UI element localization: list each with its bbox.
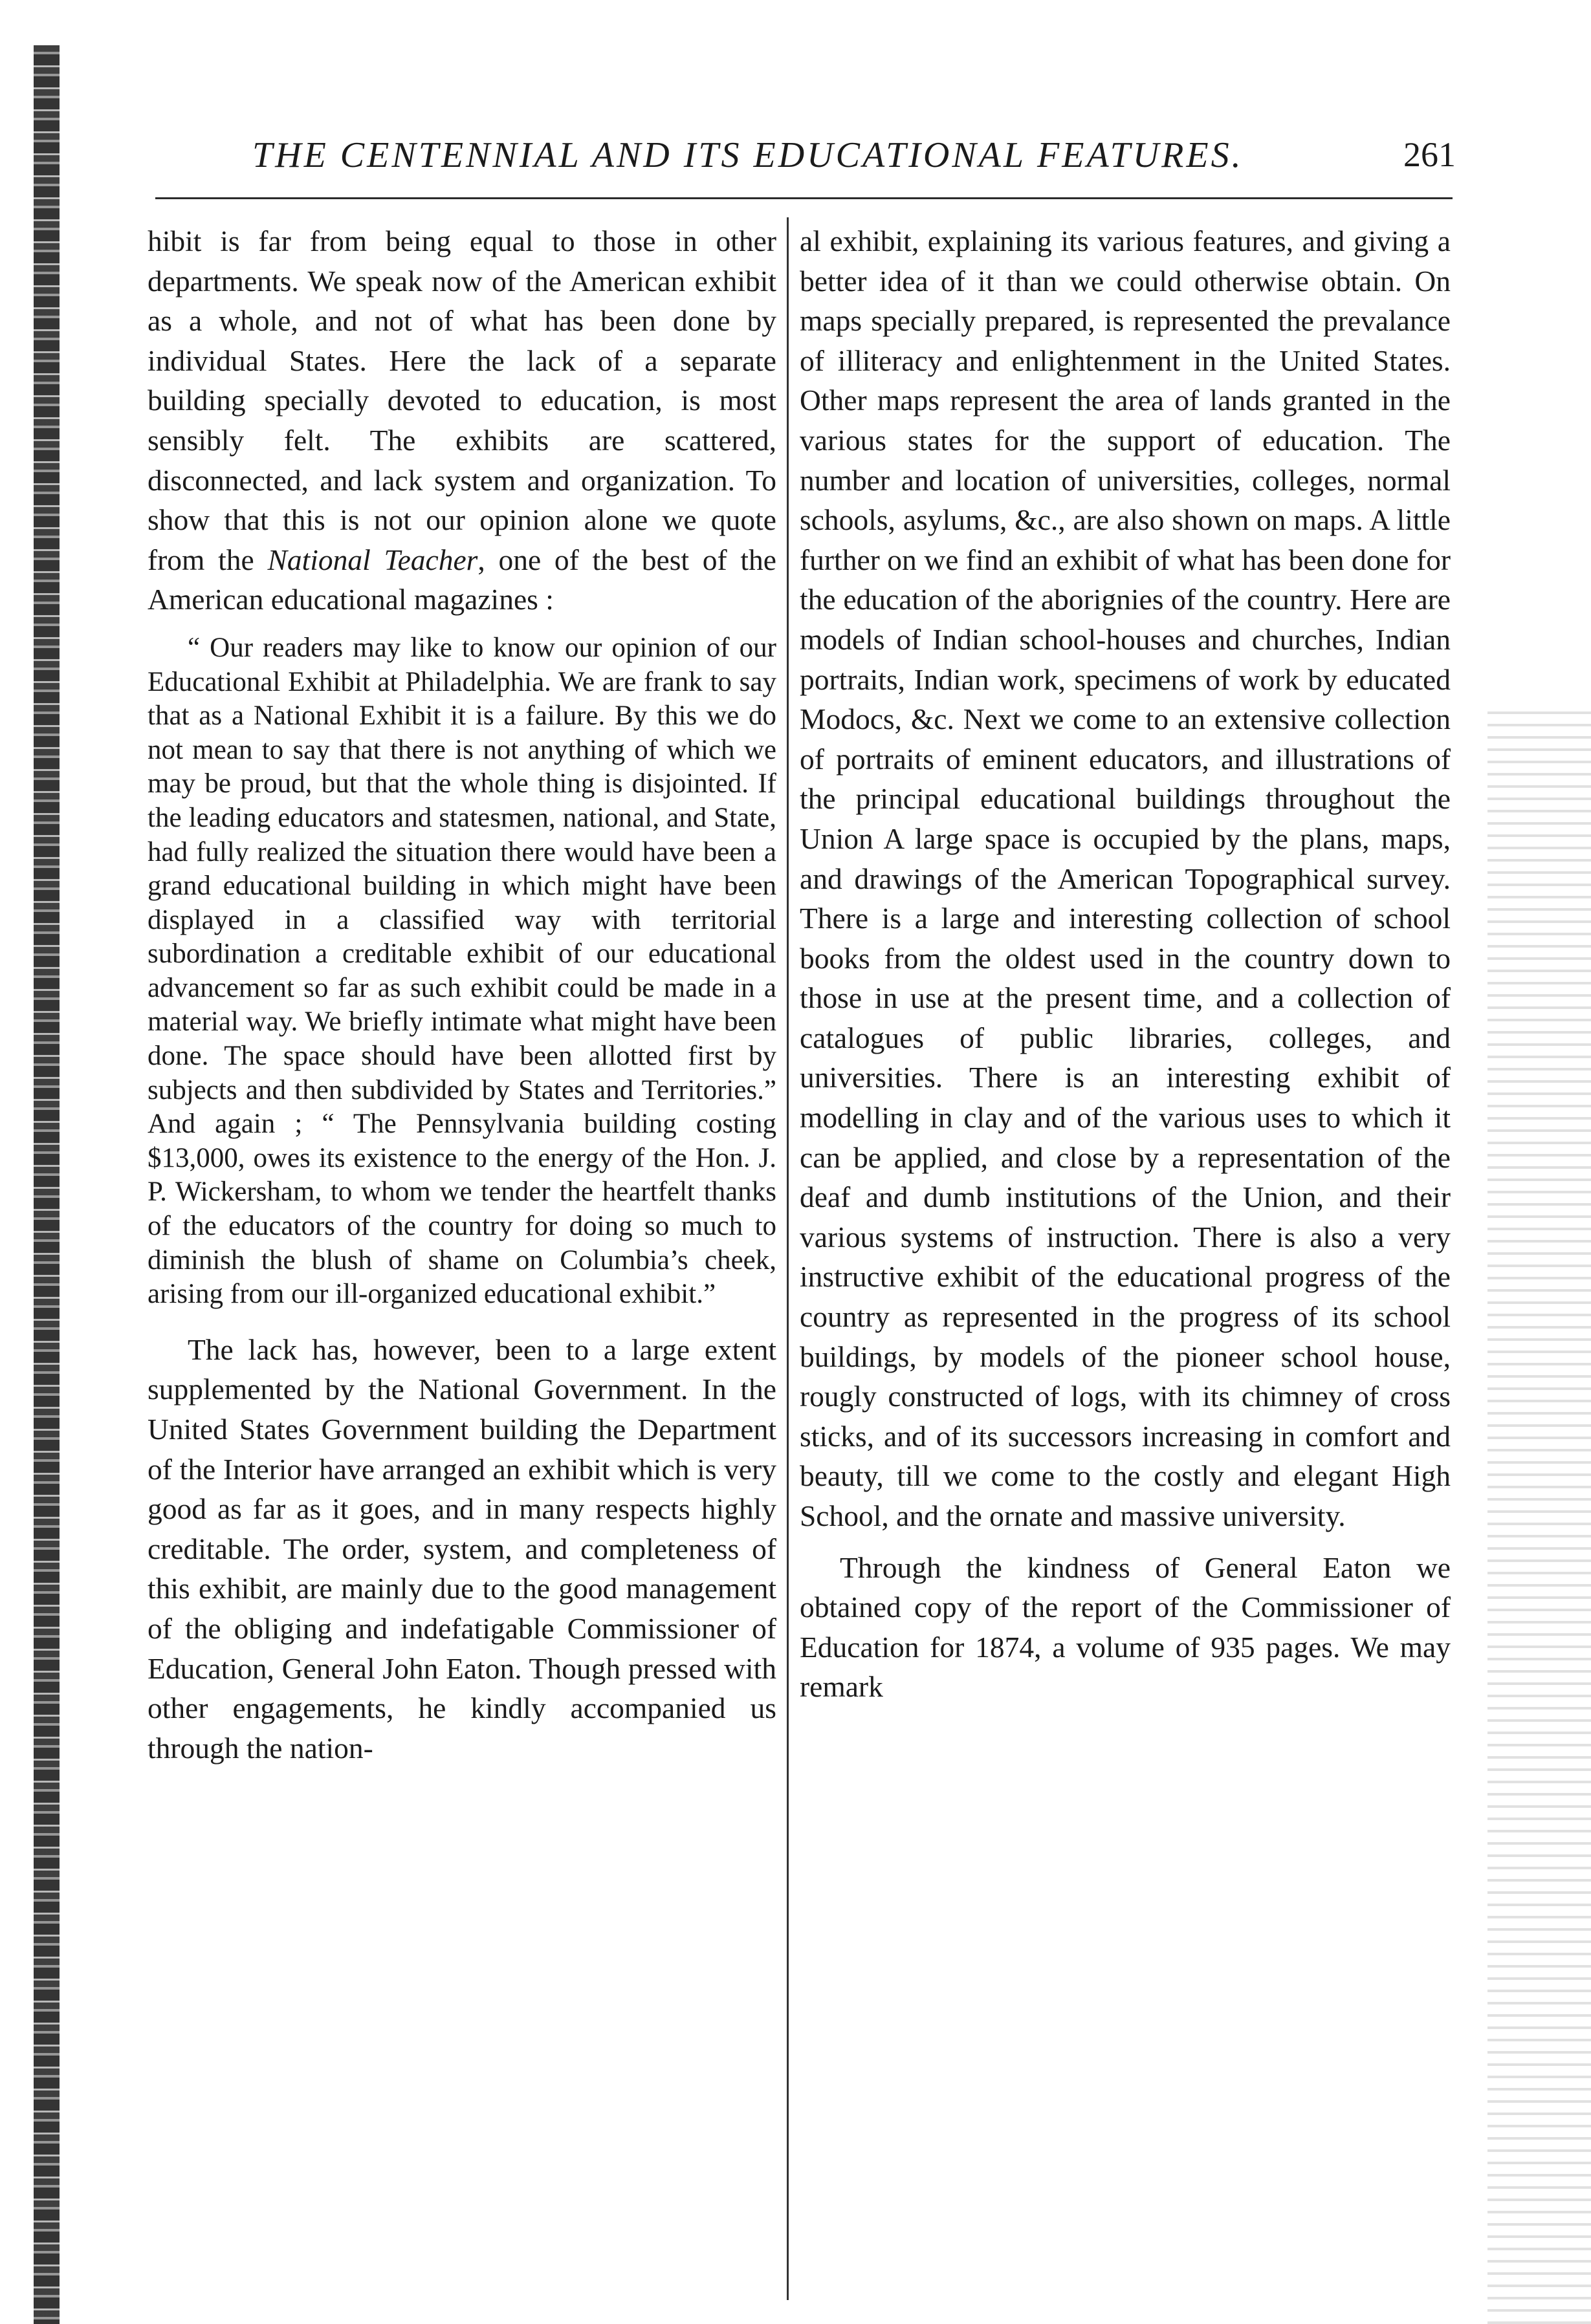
- magazine-title: National Teacher: [267, 543, 478, 576]
- left-paragraph-1: [148, 221, 776, 620]
- left-paragraph-2: The lack has, however, been to a large extent supplemented by the National Government. In the United States Government building the Department of the Interior have arranged an exhibit which is very good as far as it goes, and in many respects highly creditable. The order, system, and completeness of this exhibit, are mainly due to the good management of the obliging and indefatigable Commissioner of Education, General John Eaton. Though pressed with other engagements, he kindly accompanied us through the nation-: [148, 1332, 776, 1765]
- running-title: THE CENTENNIAL AND ITS EDUCATIONAL FEATURES.: [252, 135, 1244, 175]
- scan-edge-shadow: [1487, 711, 1591, 2324]
- left-column: [148, 221, 776, 2297]
- right-paragraph-1: al exhibit, explaining its various features, and giving a better idea of it than we could otherwise obtain. On maps specially prepared, is represented the prevalance of illiteracy and enlightenment in the United States. Other maps represent the area of lands granted in the various states for the support of education. The number and location of universities, colleges, normal schools, asylums, &c., are also shown on maps. A little further on we find an exhibit of what has been done for the education of the aborignies of the country. Here are models of Indian school-houses and churches, Indian portraits, Indian work, specimens of work by educated Modocs, &c. Next we come to an extensive collection of portraits of eminent educators, and illustrations of the principal educational buildings throughout the Union A large space is occupied by the plans, maps, and drawings of the American Topographical survey. There is a large and interesting collection of school books from the oldest used in the country down to those in use at the present time, and a collection of catalogues of public libraries, colleges, and universities. There is an interesting exhibit of modelling in clay and of the various uses to which it can be applied, and close by a representation of the deaf and dumb institutions of the Union, and their various systems of instruction. There is also a very instructive exhibit of the educational progress of the country as represented in the progress of its school buildings, by models of the pioneer school house, rougly constructed of logs, with its chimney of cross sticks, and of its successors increasing in comfort and beauty, till we come to the costly and elegant High School, and the ornate and massive university.: [800, 224, 1451, 1532]
- right-paragraph-2: Through the kindness of General Eaton we obtained copy of the report of the Commissioner of Education for 1874, a volume of 935 pages. We may remark: [800, 1550, 1451, 1704]
- header-rule: [155, 197, 1453, 199]
- left-paragraph-1-end: , one of the best of the American educational magazines :: [148, 543, 776, 616]
- left-paragraph-1-text: hibit is far from being equal to those in other departments. We speak now of the American exhibit as a whole, and not of what has been done by individual States. Here the lack of a separate building specially devoted to education, is most sensibly felt. The exhibits are scattered, disconnected, and lack system and organization. To show that this is not our opinion alone we quote from the: [148, 224, 776, 576]
- binding-edge: [34, 45, 60, 2324]
- page-number: 261: [1403, 135, 1456, 174]
- block-quote: “ Our readers may like to know our opinion of our Educational Exhibit at Philadelphia. We are frank to say that as a National Exhibit it is a failure. By this we do not mean to say that there is not anything of which we may be proud, but that the whole thing is disjointed. If the leading educators and statesmen, national, and State, had fully realized the situation there would have been a grand educational building in which might have been displayed in a classified way with territorial subordination a creditable exhibit of our educational advancement so far as such exhibit could be made in a material way. We briefly intimate what might have been done. The space should have been allotted first by subjects and then subdivided by States and Territories.” And again ; “ The Pennsylvania building costing $13,000, owes its existence to the energy of the Hon. J. P. Wickersham, to whom we tender the heartfelt thanks of the educators of the country for doing so much to diminish the blush of shame on Columbia’s cheek, arising from our ill-organized educational exhibit.”: [148, 632, 776, 1310]
- right-column: [800, 221, 1451, 2297]
- column-divider: [787, 217, 789, 2300]
- page-header: [149, 135, 1456, 193]
